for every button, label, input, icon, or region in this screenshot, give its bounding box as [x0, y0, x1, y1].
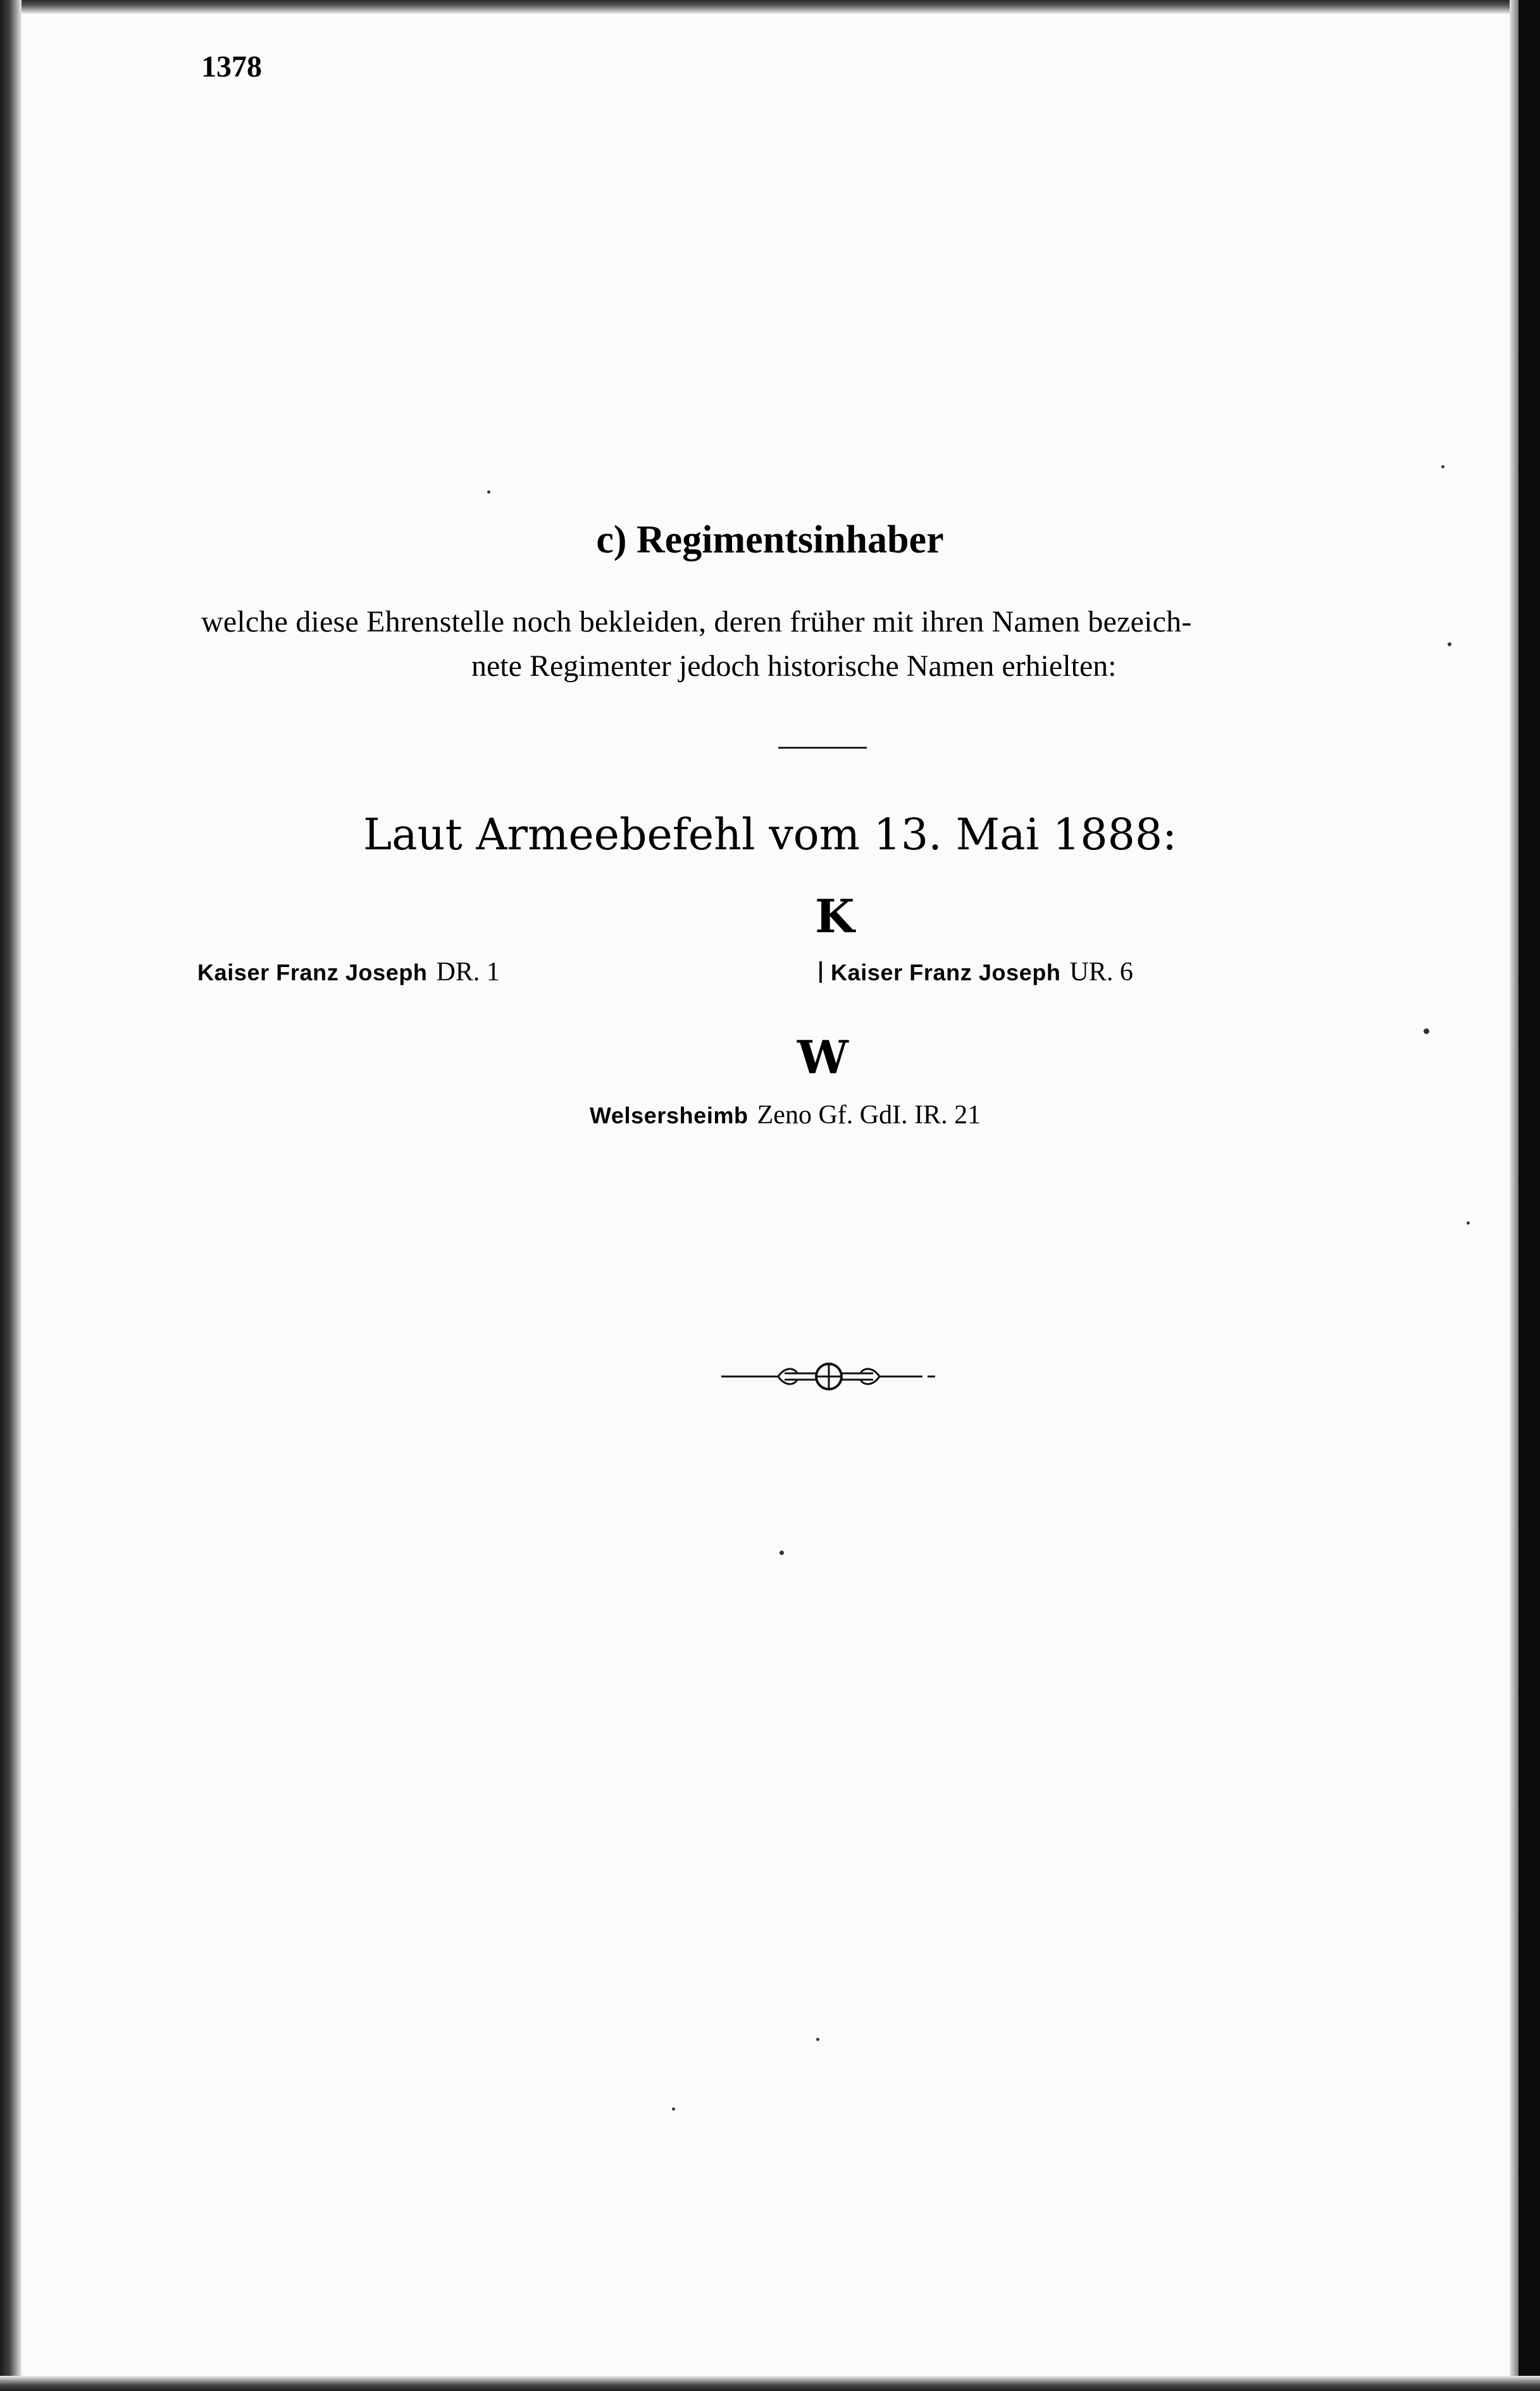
entry-regiment: DR. 1 — [436, 958, 500, 987]
paper-speck — [1441, 465, 1444, 468]
intro-line-2: nete Regimenter jedoch historische Namen erhielten: — [471, 649, 1117, 683]
entry-name: Kaiser Franz Joseph — [831, 959, 1061, 985]
section-divider — [778, 747, 867, 749]
section-title: c) Regimentsinhaber — [596, 518, 944, 561]
entry-details: Zeno Gf. GdI. IR. 21 — [757, 1101, 981, 1130]
scan-edge-right — [1518, 0, 1540, 2391]
entry-k-1 — [197, 957, 500, 987]
entry-name: Welsersheimb — [590, 1102, 748, 1128]
paper-speck — [672, 2107, 675, 2111]
subheading: Laut Armeebefehl vom 13. Mai 1888: — [363, 810, 1177, 860]
entry-k-2 — [819, 957, 1133, 987]
scan-edge-left — [0, 0, 22, 2391]
scan-edge-bottom — [0, 2376, 1540, 2391]
index-letter-w: W — [797, 1030, 848, 1084]
paper-speck — [779, 1551, 784, 1555]
page-number: 1378 — [201, 50, 262, 84]
scan-edge-top — [0, 0, 1540, 14]
index-letter-k: K — [815, 889, 855, 943]
paper-speck — [816, 2038, 819, 2041]
entry-w-1 — [590, 1100, 981, 1130]
ornament-divider — [721, 1354, 936, 1399]
paper-speck — [1448, 642, 1451, 646]
paper-speck — [487, 490, 490, 494]
intro-line-1: welche diese Ehrenstelle noch bekleiden, deren früher mit ihren Namen bezeich- — [201, 605, 1192, 639]
entry-name: Kaiser Franz Joseph — [197, 959, 428, 985]
entry-regiment: UR. 6 — [1069, 958, 1133, 987]
column-separator — [819, 961, 822, 983]
scan-edge-right-shadow — [1510, 0, 1518, 2391]
paper-speck — [1424, 1028, 1429, 1034]
paper-speck — [1467, 1221, 1470, 1225]
